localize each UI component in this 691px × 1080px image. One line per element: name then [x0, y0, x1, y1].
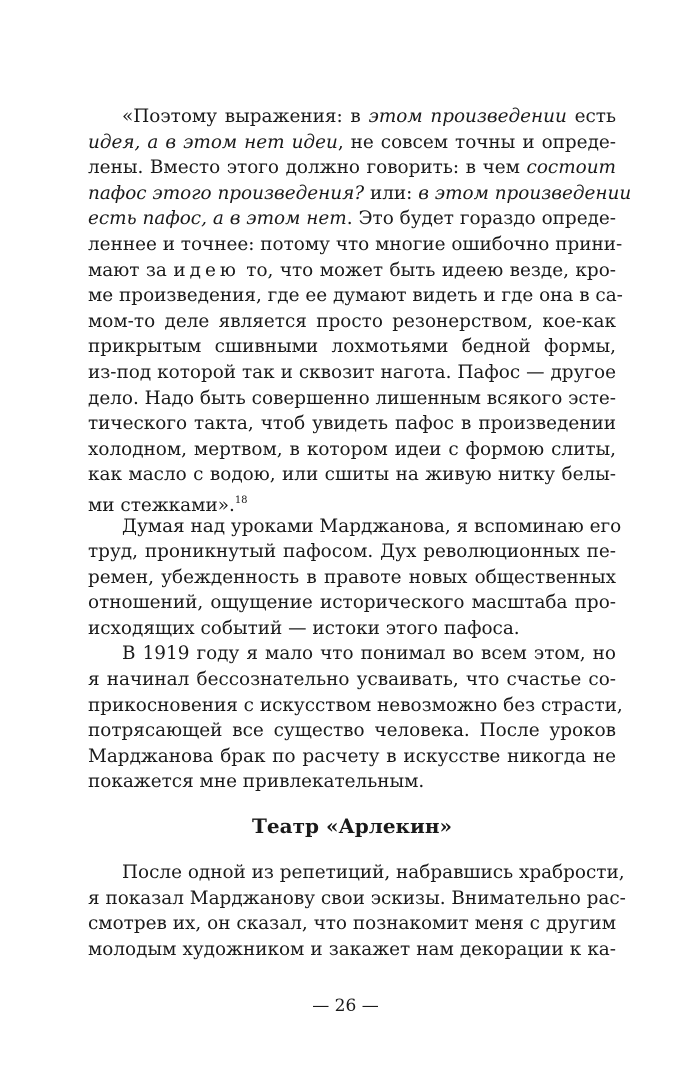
- text-line: [88, 360, 616, 386]
- text-line: [88, 514, 622, 540]
- text-run: отношений, ощущение исторического масштаба про-: [88, 592, 616, 614]
- text-run: После одной из репетиций, набравшись храбрости,: [122, 862, 625, 883]
- text-run: мают за: [88, 259, 174, 281]
- text-line: [88, 462, 616, 488]
- text-run: потрясающей все существо человека. После уроков: [88, 720, 616, 742]
- text-line: [88, 488, 616, 514]
- text-run: холодном, мертвом, в котором идеи с формою слиты,: [88, 438, 616, 460]
- text-run: лены. Вместо этого должно говорить: в чем: [88, 157, 527, 179]
- text-run: Марджанова брак по расчету в искусстве никогда не: [88, 745, 616, 767]
- text-line: [88, 744, 616, 770]
- text-line: [88, 437, 616, 463]
- italic-run: этом произведении: [368, 106, 567, 127]
- text-line: [88, 539, 616, 565]
- text-run: молодым художником и закажет нам декорации к ка-: [88, 938, 616, 960]
- text-line: [88, 718, 616, 744]
- text-run: «Поэтому выражения: в: [122, 106, 369, 127]
- text-run: как масло с водою, или сшиты на живую нитку белы-: [88, 464, 616, 486]
- italic-run: пафос этого произведения?: [88, 182, 365, 204]
- text-run: ме произведения, где ее думают видеть и где она в са-: [88, 285, 623, 307]
- text-run: прикосновения с искусством невозможно без страсти,: [88, 694, 623, 716]
- text-run: ремен, убежденность в правоте новых общественных: [88, 566, 616, 588]
- text-run: покажется мне привлекательным.: [88, 771, 425, 793]
- text-run: ми стежками».: [88, 494, 235, 516]
- text-line: [88, 258, 616, 284]
- text-line: [88, 206, 616, 232]
- text-line: [88, 693, 623, 719]
- text-run: есть: [566, 106, 616, 127]
- text-run: я показал Марджанову свои эскизы. Внимательно рас-: [88, 887, 626, 909]
- text-run: , не совсем точны и опреде-: [337, 131, 616, 153]
- text-line: [88, 232, 623, 258]
- text-run: из-под которой так и сквозит нагота. Пафос — другое: [88, 361, 616, 383]
- text-line: [88, 886, 626, 912]
- text-line: [88, 616, 616, 642]
- text-run: я начинал бессознательно усваивать, что счастье со-: [88, 669, 616, 691]
- italic-run: идея, а в этом нет идеи: [88, 131, 338, 153]
- text-line: [88, 860, 625, 886]
- italic-run: есть пафос, а в этом нет: [88, 208, 347, 230]
- text-line: [88, 769, 616, 795]
- text-line: [88, 386, 616, 412]
- text-line: [88, 565, 616, 591]
- text-run: смотрев их, он сказал, что познакомит меня с другим: [88, 913, 616, 935]
- italic-run: в этом произведении: [418, 182, 632, 204]
- text-line: [88, 590, 616, 616]
- text-line: [88, 334, 616, 360]
- text-run: дело. Надо быть совершенно лишенным всякого эсте-: [88, 387, 616, 409]
- text-run: исходящих событий — истоки этого пафоса.: [88, 617, 520, 639]
- italic-run: состоит: [526, 157, 616, 179]
- section-heading: Театр «Арлекин»: [252, 814, 452, 838]
- text-line: [88, 104, 616, 130]
- footnote-ref: 18: [234, 494, 248, 506]
- text-run: труд, проникнутый пафосом. Дух революционных пе-: [88, 541, 616, 563]
- text-line: [88, 130, 616, 156]
- text-run: идею: [173, 259, 240, 281]
- text-run: В 1919 году я мало что понимал во всем этом, но: [122, 643, 616, 665]
- text-run: Думая над уроками Марджанова, я вспоминаю его: [122, 515, 622, 537]
- text-run: или:: [364, 182, 419, 204]
- text-line: [88, 641, 616, 667]
- text-run: то, что может быть идеею везде, кро-: [239, 259, 616, 281]
- body-text-block-2: [88, 860, 626, 962]
- page-number: — 26 —: [312, 996, 379, 1016]
- text-line: [88, 309, 616, 335]
- body-text-block-1: [88, 104, 632, 795]
- text-line: [88, 155, 616, 181]
- text-line: [88, 911, 616, 937]
- text-run: прикрытым сшивными лохмотьями бедной формы,: [88, 336, 616, 358]
- text-line: [88, 283, 623, 309]
- text-line: [88, 411, 616, 437]
- text-run: тического такта, чтоб увидеть пафос в произведении: [88, 413, 616, 435]
- text-line: [88, 181, 632, 207]
- text-line: [88, 937, 616, 963]
- text-line: [88, 667, 616, 693]
- text-run: леннее и точнее: потому что многие ошибочно прини-: [88, 233, 623, 255]
- text-run: . Это будет гораздо опреде-: [346, 208, 616, 230]
- text-run: мом-то деле является просто резонерством, кое-как: [88, 310, 616, 332]
